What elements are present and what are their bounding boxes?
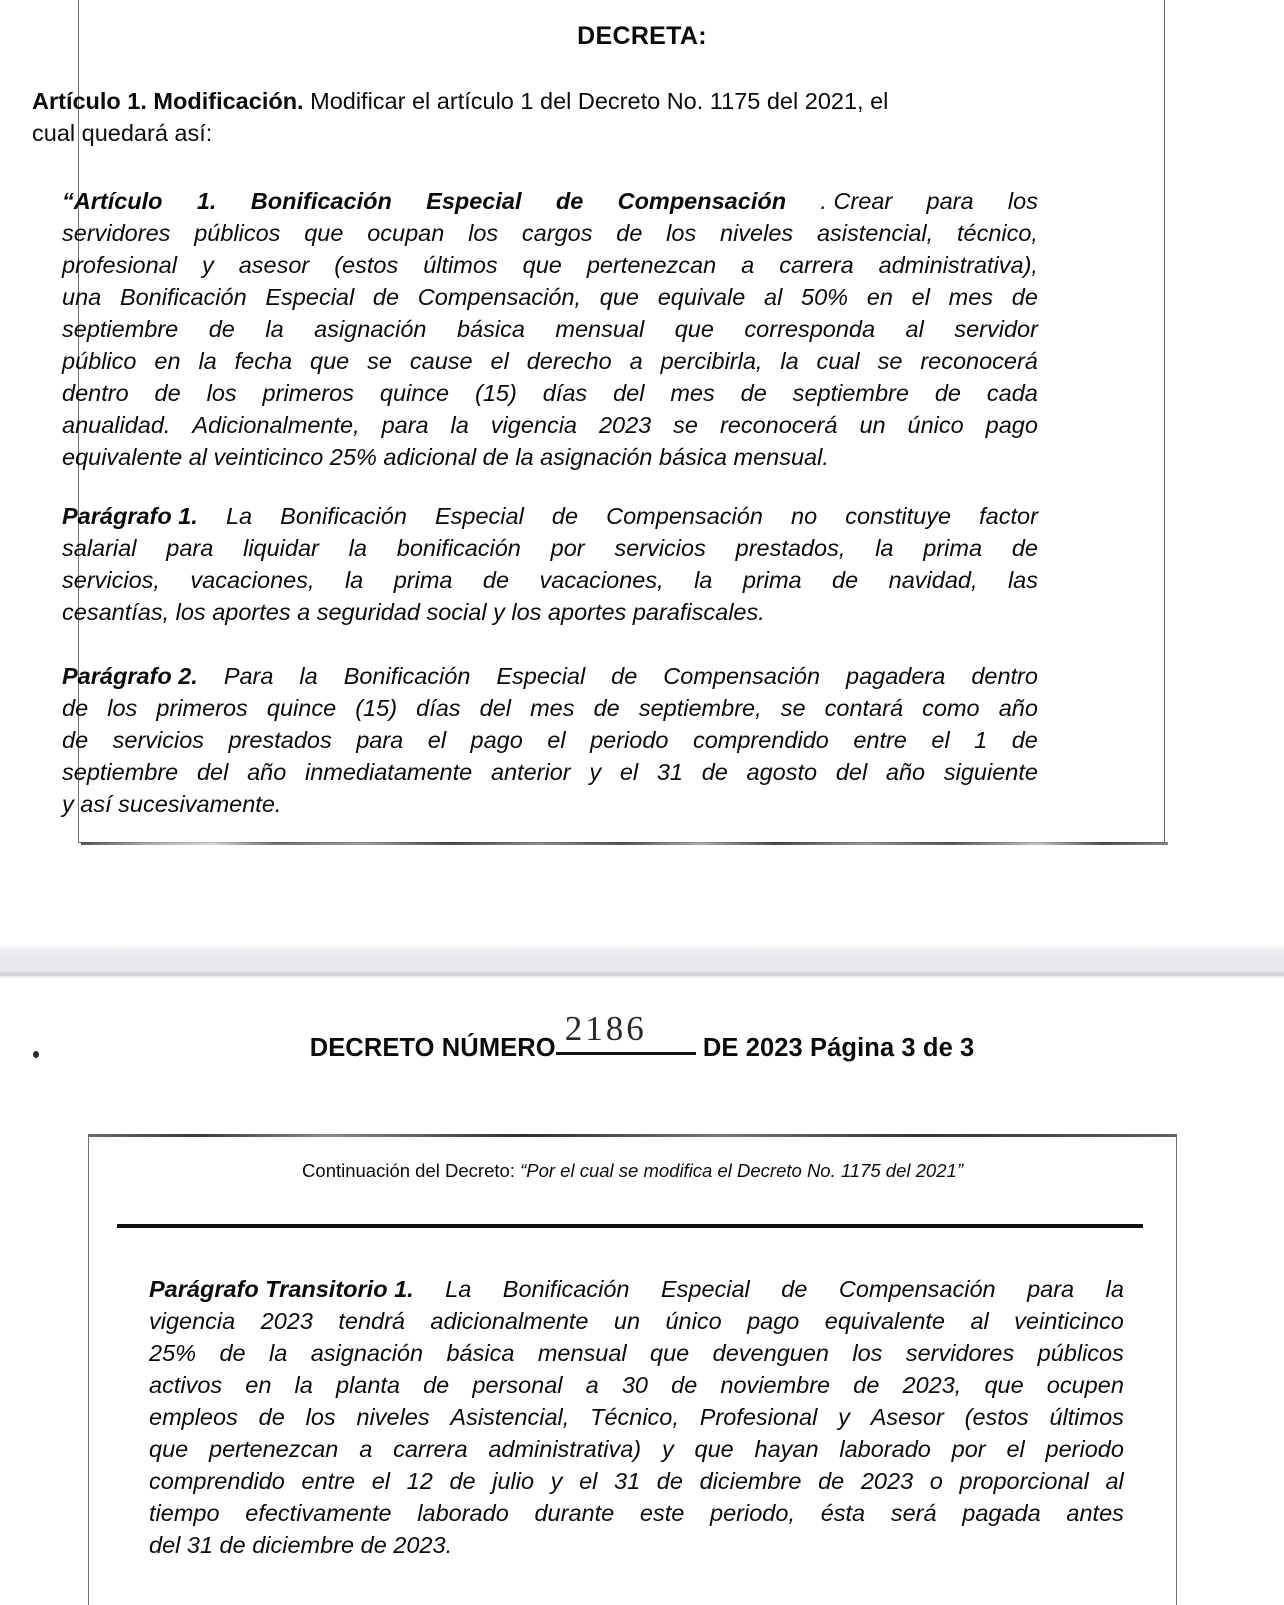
text-line: cesantías, los aportes a seguridad social y los aportes parafiscales. <box>62 598 765 625</box>
decree-number-prefix: DECRETO NÚMERO <box>309 1034 556 1062</box>
text-line: público en la fecha que se cause el derecho a percibirla, la cual se reconocerá <box>62 347 1038 374</box>
text-line: servidores públicos que ocupan los cargos de los niveles asistencial, técnico, <box>62 219 1038 246</box>
text-line: vigencia 2023 tendrá adicionalmente un único pago equivalente al veinticinco <box>149 1307 1124 1334</box>
text-line: salarial para liquidar la bonificación por servicios prestados, la prima de <box>62 534 1038 561</box>
text-line: dentro de los primeros quince (15) días del mes de septiembre de cada <box>62 379 1038 406</box>
text-line: profesional y asesor (estos últimos que pertenezcan a carrera administrativa), <box>62 251 1038 278</box>
decree-number-underline <box>556 1052 696 1055</box>
decree-number-header <box>0 1009 1284 1063</box>
continuation-quote: “Por el cual se modifica el Decreto No. 1175 del 2021ˮ <box>520 1160 963 1181</box>
page-border-frame-lower <box>88 1135 1177 1605</box>
text-line: una Bonificación Especial de Compensación, que equivale al 50% en el mes de <box>62 283 1038 310</box>
header-separator-rule <box>117 1224 1143 1228</box>
paragraph-2-block <box>62 661 1038 821</box>
text-line: septiembre del año inmediatamente anterior y el 31 de agosto del año siguiente <box>62 758 1038 785</box>
decree-number-suffix: DE 2023 Página 3 de 3 <box>702 1034 975 1062</box>
decree-number-stamp: 2186 <box>564 1009 647 1048</box>
transitory-paragraph-1-block <box>149 1274 1124 1562</box>
paragraph-1-block <box>62 501 1038 629</box>
page-separator-band <box>0 943 1284 979</box>
quoted-article-block <box>62 186 1038 474</box>
text-line: 25% de la asignación básica mensual que devenguen los servidores públicos <box>149 1339 1124 1366</box>
text-line: Artículo 1. Modificación. Modificar el artículo 1 del Decreto No. 1175 del 2021, el <box>32 88 889 114</box>
text-line: y así sucesivamente. <box>62 790 282 817</box>
text-line: de servicios prestados para el pago el periodo comprendido entre el 1 de <box>62 726 1038 753</box>
text-line: septiembre de la asignación básica mensual que corresponda al servidor <box>62 315 1038 342</box>
article-1-paragraph <box>32 86 1054 150</box>
text-line: de los primeros quince (15) días del mes de septiembre, se contará como año <box>62 694 1038 721</box>
text-line: empleos de los niveles Asistencial, Técnico, Profesional y Asesor (estos últimos <box>149 1403 1124 1430</box>
text-line: Parágrafo 1. La Bonificación Especial de Compensación no constituye factor <box>62 503 1038 529</box>
text-line: tiempo efectivamente laborado durante este periodo, ésta será pagada antes <box>149 1499 1124 1526</box>
article-1-heading: Artículo 1. Modificación. <box>32 88 304 114</box>
text-line: comprendido entre el 12 de julio y el 31 de diciembre de 2023 o proporcional al <box>149 1467 1124 1494</box>
page-title: DECRETA: <box>577 22 707 50</box>
text-line: servicios, vacaciones, la prima de vacaciones, la prima de navidad, las <box>62 566 1038 593</box>
text-line: equivalente al veinticinco 25% adicional de la asignación básica mensual. <box>62 443 829 470</box>
text-line: anualidad. Adicionalmente, para la vigencia 2023 se reconocerá un único pago <box>62 411 1038 438</box>
continuation-label: Continuación del Decreto: <box>302 1160 515 1181</box>
text-line: activos en la planta de personal a 30 de noviembre de 2023, que ocupen <box>149 1371 1124 1398</box>
text-line: Parágrafo Transitorio 1. La Bonificación Especial de Compensación para la <box>149 1276 1124 1302</box>
text-line: que pertenezcan a carrera administrativa) y que hayan laborado por el periodo <box>149 1435 1124 1462</box>
scan-page-lower <box>0 979 1284 1590</box>
continuation-line <box>89 1159 1176 1182</box>
text-line: “Artículo 1. Bonificación Especial de Compensación . Crear para los <box>62 188 1038 214</box>
text-line: del 31 de diciembre de 2023. <box>149 1531 453 1558</box>
text-line: cual quedará así: <box>32 119 213 146</box>
text-line: Parágrafo 2. Para la Bonificación Especial de Compensación pagadera dentro <box>62 663 1038 689</box>
